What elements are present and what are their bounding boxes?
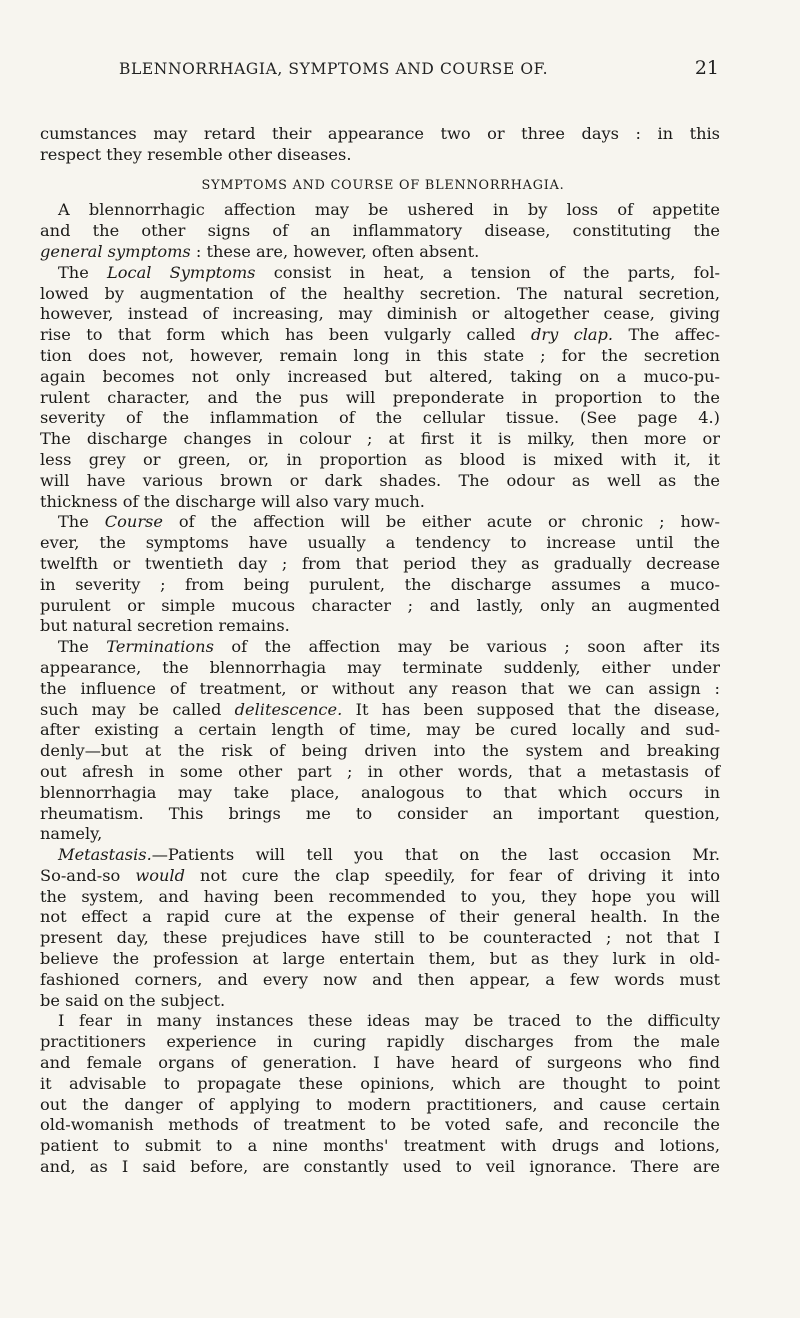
- text-line: The Terminations of the affection may be various ; soon after its: [58, 637, 720, 657]
- text-line: appearance, the blennorrhagia may terminate suddenly, either under: [40, 657, 720, 677]
- text-line: severity of the inflammation of the cellular tissue. (See page 4.): [40, 408, 720, 428]
- paragraph-terminations: [40, 637, 720, 845]
- text-line: The Course of the affection will be either acute or chronic ; how-: [58, 512, 720, 532]
- italic-term: general symptoms: [40, 241, 191, 261]
- text-line: out the danger of applying to modern practitioners, and cause certain: [40, 1094, 720, 1114]
- text-line: less grey or green, or, in proportion as blood is mixed with it, it: [40, 449, 720, 469]
- text-line: such may be called delitescence. It has been supposed that the disease,: [40, 699, 720, 719]
- text-line: in severity ; from being purulent, the discharge assumes a muco-: [40, 574, 720, 594]
- text-line: So-and-so would not cure the clap speedily, for fear of driving it into: [40, 865, 720, 885]
- running-title: BLENNORRHAGIA, SYMPTOMS AND COURSE OF.: [119, 60, 549, 78]
- text-line: twelfth or twentieth day ; from that period they as gradually decrease: [40, 553, 720, 573]
- text-line: blennorrhagia may take place, analogous to that which occurs in: [40, 782, 720, 802]
- paragraph-prejudices: [40, 1011, 720, 1177]
- italic-term: Local Symptoms: [107, 262, 256, 282]
- text-line: respect they resemble other diseases.: [40, 144, 352, 164]
- paragraph-general-symptoms: [40, 200, 720, 262]
- italic-term: would: [135, 865, 185, 885]
- paragraph-local-symptoms: [40, 263, 720, 513]
- text-line: patient to submit to a nine months' treatment with drugs and lotions,: [40, 1136, 720, 1156]
- text-line: however, instead of increasing, may diminish or altogether cease, giving: [40, 304, 720, 324]
- text-line: rise to that form which has been vulgarly called dry clap. The affec-: [40, 325, 720, 345]
- text-line: believe the profession at large entertain them, but as they lurk in old-: [40, 949, 720, 969]
- text-line: it advisable to propagate these opinions, which are thought to point: [40, 1073, 720, 1093]
- text-line: The discharge changes in colour ; at first it is milky, then more or: [40, 429, 720, 449]
- text-line: purulent or simple mucous character ; and lastly, only an augmented: [40, 595, 720, 615]
- text-line: general symptoms : these are, however, often absent.: [40, 241, 480, 261]
- italic-term: dry clap.: [530, 325, 614, 345]
- paragraph-metastasis: [40, 845, 720, 1011]
- text-line: practitioners experience in curing rapidly discharges from the male: [40, 1032, 720, 1052]
- italic-term: Metastasis.: [58, 845, 152, 865]
- section-heading: SYMPTOMS AND COURSE OF BLENNORRHAGIA.: [201, 177, 565, 193]
- text-line: and the other signs of an inflammatory disease, constituting the: [40, 221, 720, 241]
- text-line: out afresh in some other part ; in other words, that a metastasis of: [40, 761, 720, 781]
- text-line: lowed by augmentation of the healthy secretion. The natural secretion,: [40, 283, 720, 303]
- text-line: be said on the subject.: [40, 990, 226, 1010]
- text-line: not effect a rapid cure at the expense of their general health. In the: [40, 907, 720, 927]
- text-line: again becomes not only increased but altered, taking on a muco-pu-: [40, 366, 720, 386]
- text-line: but natural secretion remains.: [40, 616, 290, 636]
- italic-term: Terminations: [106, 637, 214, 657]
- text-line: I fear in many instances these ideas may be traced to the difficulty: [58, 1011, 720, 1031]
- text-line: The Local Symptoms consist in heat, a tension of the parts, fol-: [58, 262, 720, 282]
- text-line: and, as I said before, are constantly used to veil ignorance. There are: [40, 1157, 720, 1177]
- text-line: namely,: [40, 824, 103, 844]
- text-line: tion does not, however, remain long in this state ; for the secretion: [40, 345, 720, 365]
- text-line: rulent character, and the pus will preponderate in proportion to the: [40, 387, 720, 407]
- running-head: [119, 57, 719, 84]
- text-line: fashioned corners, and every now and then appear, a few words must: [40, 969, 720, 989]
- text-line: rheumatism. This brings me to consider an important question,: [40, 803, 720, 823]
- text-line: thickness of the discharge will also vary much.: [40, 491, 425, 511]
- italic-term: Course: [104, 512, 163, 532]
- text-line: the influence of treatment, or without any reason that we can assign :: [40, 678, 720, 698]
- text-line: A blennorrhagic affection may be ushered in by loss of appetite: [58, 200, 720, 220]
- text-line: cumstances may retard their appearance two or three days : in this: [40, 124, 720, 143]
- paragraph-course: [40, 512, 720, 637]
- text-line: after existing a certain length of time, may be cured locally and sud-: [40, 720, 720, 740]
- text-line: old-womanish methods of treatment to be voted safe, and reconcile the: [40, 1115, 720, 1135]
- text-line: present day, these prejudices have still to be counteracted ; not that I: [40, 928, 720, 948]
- page-number: 21: [694, 57, 719, 79]
- text-line: the system, and having been recommended to you, they hope you will: [40, 886, 720, 906]
- text-line: will have various brown or dark shades. The odour as well as the: [40, 470, 720, 490]
- body-text: [40, 124, 720, 1178]
- text-line: and female organs of generation. I have heard of surgeons who find: [40, 1053, 720, 1073]
- italic-term: delitescence.: [234, 699, 343, 719]
- text-line: ever, the symptoms have usually a tendency to increase until the: [40, 533, 720, 553]
- text-line: Metastasis.—Patients will tell you that on the last occasion Mr.: [58, 845, 720, 865]
- text-line: denly—but at the risk of being driven into the system and breaking: [40, 741, 720, 761]
